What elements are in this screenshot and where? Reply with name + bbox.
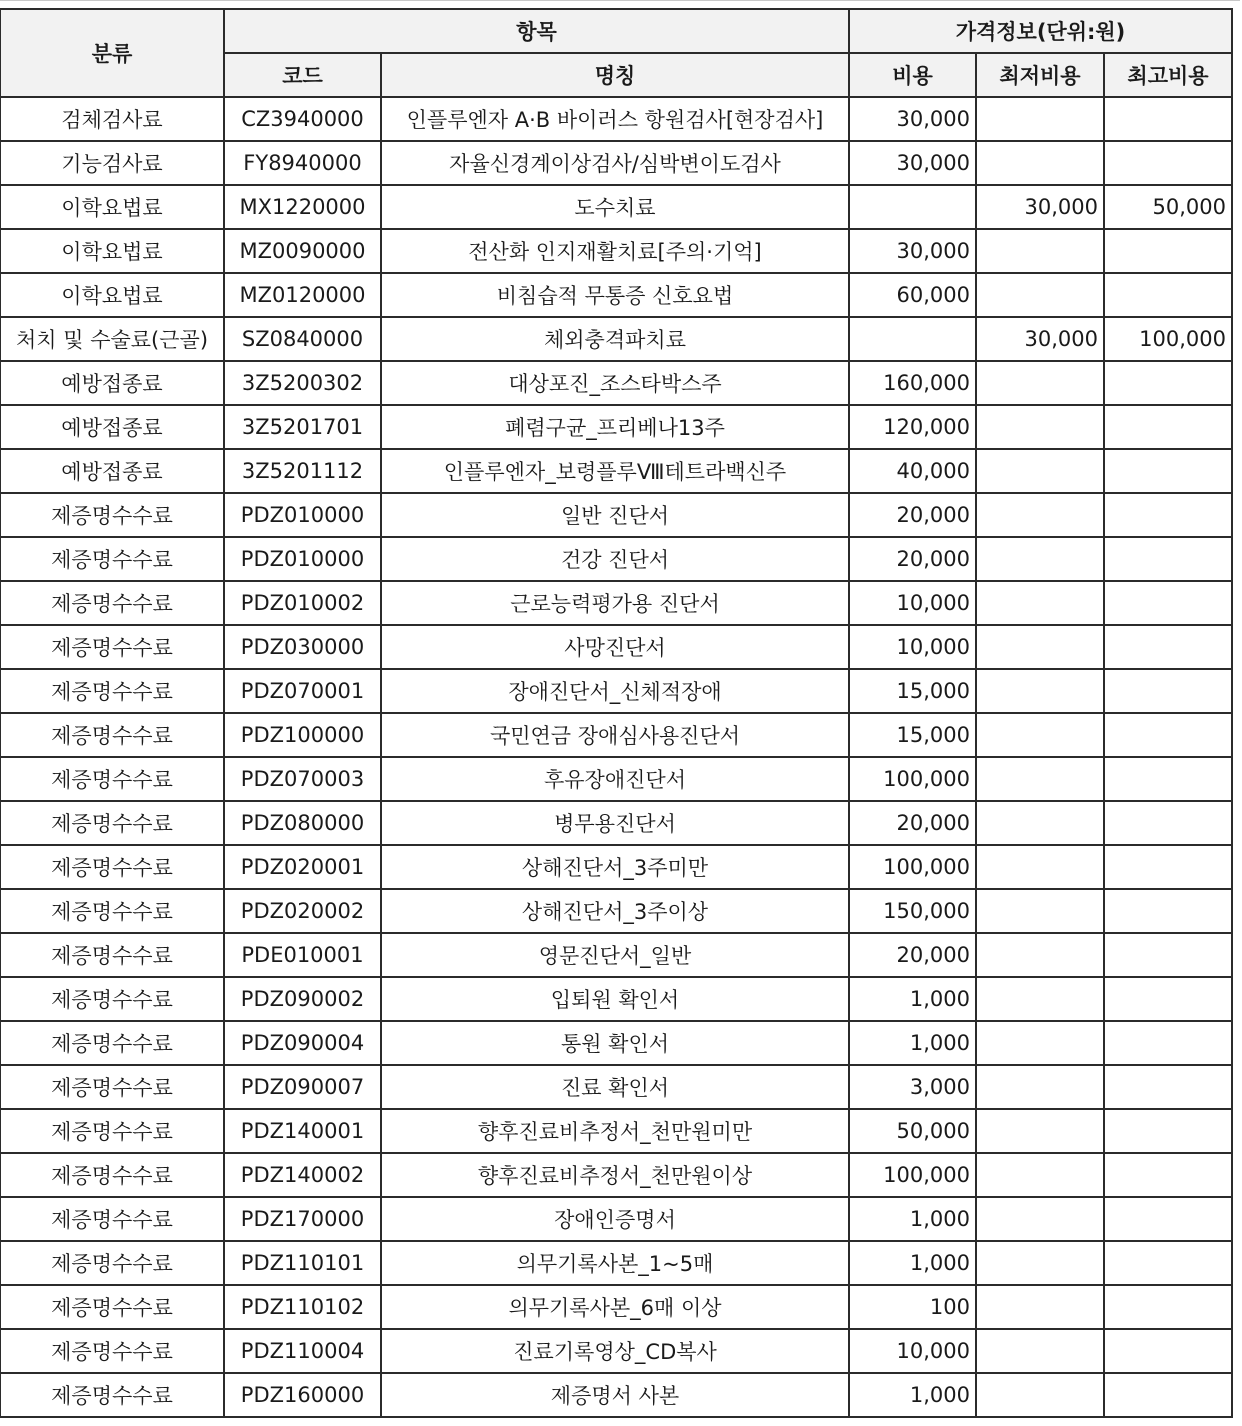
cell-min-cost: 30,000 xyxy=(976,185,1104,229)
cell-category: 검체검사료 xyxy=(0,97,224,141)
cell-cost: 20,000 xyxy=(849,933,976,977)
cell-code: 3Z5200302 xyxy=(224,361,381,405)
cell-max-cost xyxy=(1104,669,1232,713)
header-min-cost: 최저비용 xyxy=(976,53,1104,97)
cell-max-cost xyxy=(1104,493,1232,537)
cell-max-cost xyxy=(1104,537,1232,581)
cell-max-cost xyxy=(1104,625,1232,669)
cell-code: 3Z5201701 xyxy=(224,405,381,449)
cell-cost: 1,000 xyxy=(849,1021,976,1065)
cell-max-cost: 50,000 xyxy=(1104,185,1232,229)
cell-code: PDZ140002 xyxy=(224,1153,381,1197)
header-max-cost: 최고비용 xyxy=(1104,53,1232,97)
cell-min-cost xyxy=(976,1109,1104,1153)
cell-code: PDZ020001 xyxy=(224,845,381,889)
table-row xyxy=(0,757,1232,801)
cell-name: 인플루엔자 A·B 바이러스 항원검사[현장검사] xyxy=(381,97,849,141)
table-row xyxy=(0,933,1232,977)
cell-code: MZ0120000 xyxy=(224,273,381,317)
table-row xyxy=(0,845,1232,889)
cell-cost: 3,000 xyxy=(849,1065,976,1109)
table-row xyxy=(0,1285,1232,1329)
cell-cost: 1,000 xyxy=(849,1241,976,1285)
cell-max-cost xyxy=(1104,845,1232,889)
cell-min-cost xyxy=(976,1241,1104,1285)
cell-name: 장애진단서_신체적장애 xyxy=(381,669,849,713)
cell-max-cost xyxy=(1104,273,1232,317)
cell-code: PDZ090007 xyxy=(224,1065,381,1109)
cell-name: 자율신경계이상검사/심박변이도검사 xyxy=(381,141,849,185)
cell-category: 제증명수수료 xyxy=(0,1285,224,1329)
cell-min-cost xyxy=(976,801,1104,845)
cell-name: 향후진료비추정서_천만원미만 xyxy=(381,1109,849,1153)
table-row xyxy=(0,669,1232,713)
cell-cost xyxy=(849,317,976,361)
cell-name: 의무기록사본_1~5매 xyxy=(381,1241,849,1285)
cell-name: 인플루엔자_보령플루Ⅷ테트라백신주 xyxy=(381,449,849,493)
table-row xyxy=(0,449,1232,493)
cell-max-cost xyxy=(1104,977,1232,1021)
cell-code: PDZ090004 xyxy=(224,1021,381,1065)
table-row xyxy=(0,97,1232,141)
cell-category: 이학요법료 xyxy=(0,273,224,317)
cell-cost: 60,000 xyxy=(849,273,976,317)
header-code: 코드 xyxy=(224,53,381,97)
cell-name: 진료 확인서 xyxy=(381,1065,849,1109)
cell-category: 제증명수수료 xyxy=(0,1373,224,1417)
cell-code: PDZ070001 xyxy=(224,669,381,713)
cell-max-cost xyxy=(1104,97,1232,141)
cell-min-cost xyxy=(976,273,1104,317)
cell-code: PDZ010000 xyxy=(224,493,381,537)
cell-name: 대상포진_조스타박스주 xyxy=(381,361,849,405)
cell-category: 제증명수수료 xyxy=(0,801,224,845)
cell-name: 폐렴구균_프리베나13주 xyxy=(381,405,849,449)
cell-max-cost xyxy=(1104,1241,1232,1285)
cell-name: 병무용진단서 xyxy=(381,801,849,845)
cell-cost: 10,000 xyxy=(849,1329,976,1373)
header-price-group: 가격정보(단위:원) xyxy=(849,9,1232,53)
table-row xyxy=(0,581,1232,625)
cell-code: PDZ010000 xyxy=(224,537,381,581)
cell-min-cost xyxy=(976,97,1104,141)
cell-category: 처치 및 수술료(근골) xyxy=(0,317,224,361)
cell-max-cost xyxy=(1104,713,1232,757)
cell-max-cost xyxy=(1104,1373,1232,1417)
cell-max-cost xyxy=(1104,757,1232,801)
cell-min-cost xyxy=(976,757,1104,801)
table-row xyxy=(0,537,1232,581)
cell-min-cost xyxy=(976,1065,1104,1109)
cell-cost: 160,000 xyxy=(849,361,976,405)
table-row xyxy=(0,1021,1232,1065)
cell-name: 국민연금 장애심사용진단서 xyxy=(381,713,849,757)
cell-cost xyxy=(849,185,976,229)
cell-category: 제증명수수료 xyxy=(0,977,224,1021)
cell-max-cost xyxy=(1104,1285,1232,1329)
cell-min-cost xyxy=(976,1021,1104,1065)
cell-max-cost xyxy=(1104,1329,1232,1373)
cell-max-cost xyxy=(1104,801,1232,845)
cell-max-cost xyxy=(1104,405,1232,449)
cell-code: PDZ070003 xyxy=(224,757,381,801)
cell-min-cost xyxy=(976,581,1104,625)
cell-name: 건강 진단서 xyxy=(381,537,849,581)
cell-cost: 30,000 xyxy=(849,229,976,273)
cell-code: CZ3940000 xyxy=(224,97,381,141)
cell-code: PDZ170000 xyxy=(224,1197,381,1241)
cell-max-cost xyxy=(1104,449,1232,493)
cell-category: 제증명수수료 xyxy=(0,1109,224,1153)
cell-cost: 30,000 xyxy=(849,141,976,185)
cell-max-cost xyxy=(1104,1021,1232,1065)
cell-category: 제증명수수료 xyxy=(0,713,224,757)
cell-min-cost xyxy=(976,933,1104,977)
table-row xyxy=(0,801,1232,845)
cell-min-cost xyxy=(976,977,1104,1021)
cell-min-cost: 30,000 xyxy=(976,317,1104,361)
cell-max-cost xyxy=(1104,933,1232,977)
cell-name: 통원 확인서 xyxy=(381,1021,849,1065)
cell-category: 제증명수수료 xyxy=(0,669,224,713)
header-name: 명칭 xyxy=(381,53,849,97)
cell-category: 제증명수수료 xyxy=(0,1241,224,1285)
fee-table xyxy=(0,8,1233,1418)
cell-name: 상해진단서_3주이상 xyxy=(381,889,849,933)
table-row xyxy=(0,1109,1232,1153)
cell-code: 3Z5201112 xyxy=(224,449,381,493)
table-row xyxy=(0,977,1232,1021)
cell-max-cost xyxy=(1104,1109,1232,1153)
table-row xyxy=(0,361,1232,405)
cell-category: 예방접종료 xyxy=(0,361,224,405)
cell-cost: 100,000 xyxy=(849,1153,976,1197)
cell-cost: 1,000 xyxy=(849,1197,976,1241)
table-row xyxy=(0,713,1232,757)
cell-cost: 150,000 xyxy=(849,889,976,933)
cell-min-cost xyxy=(976,889,1104,933)
cell-category: 제증명수수료 xyxy=(0,845,224,889)
cell-cost: 120,000 xyxy=(849,405,976,449)
table-row xyxy=(0,1153,1232,1197)
cell-cost: 10,000 xyxy=(849,625,976,669)
cell-name: 전산화 인지재활치료[주의·기억] xyxy=(381,229,849,273)
cell-category: 예방접종료 xyxy=(0,449,224,493)
cell-name: 제증명서 사본 xyxy=(381,1373,849,1417)
cell-name: 일반 진단서 xyxy=(381,493,849,537)
table-row xyxy=(0,273,1232,317)
cell-cost: 100,000 xyxy=(849,845,976,889)
cell-name: 근로능력평가용 진단서 xyxy=(381,581,849,625)
cell-min-cost xyxy=(976,1153,1104,1197)
table-row xyxy=(0,493,1232,537)
cell-min-cost xyxy=(976,669,1104,713)
cell-category: 제증명수수료 xyxy=(0,889,224,933)
cell-min-cost xyxy=(976,405,1104,449)
cell-category: 제증명수수료 xyxy=(0,493,224,537)
cell-cost: 15,000 xyxy=(849,669,976,713)
cell-code: PDZ140001 xyxy=(224,1109,381,1153)
cell-category: 제증명수수료 xyxy=(0,581,224,625)
cell-name: 입퇴원 확인서 xyxy=(381,977,849,1021)
cell-max-cost xyxy=(1104,581,1232,625)
cell-cost: 20,000 xyxy=(849,537,976,581)
table-row xyxy=(0,185,1232,229)
cell-name: 의무기록사본_6매 이상 xyxy=(381,1285,849,1329)
cell-name: 영문진단서_일반 xyxy=(381,933,849,977)
cell-min-cost xyxy=(976,229,1104,273)
cell-name: 후유장애진단서 xyxy=(381,757,849,801)
cell-category: 제증명수수료 xyxy=(0,1153,224,1197)
cell-max-cost xyxy=(1104,1153,1232,1197)
header-item-group: 항목 xyxy=(224,9,849,53)
cell-category: 기능검사료 xyxy=(0,141,224,185)
cell-code: MZ0090000 xyxy=(224,229,381,273)
table-row xyxy=(0,229,1232,273)
cell-min-cost xyxy=(976,1197,1104,1241)
cell-category: 이학요법료 xyxy=(0,185,224,229)
cell-name: 체외충격파치료 xyxy=(381,317,849,361)
cell-cost: 20,000 xyxy=(849,801,976,845)
cell-min-cost xyxy=(976,449,1104,493)
top-gridline xyxy=(0,0,1242,1)
cell-cost: 100,000 xyxy=(849,757,976,801)
cell-name: 비침습적 무통증 신호요법 xyxy=(381,273,849,317)
cell-min-cost xyxy=(976,1373,1104,1417)
cell-min-cost xyxy=(976,845,1104,889)
cell-cost: 15,000 xyxy=(849,713,976,757)
cell-name: 장애인증명서 xyxy=(381,1197,849,1241)
cell-min-cost xyxy=(976,625,1104,669)
cell-max-cost xyxy=(1104,361,1232,405)
cell-min-cost xyxy=(976,537,1104,581)
cell-min-cost xyxy=(976,361,1104,405)
cell-code: PDZ160000 xyxy=(224,1373,381,1417)
cell-max-cost: 100,000 xyxy=(1104,317,1232,361)
table-body xyxy=(0,97,1232,1417)
cell-code: SZ0840000 xyxy=(224,317,381,361)
table-row xyxy=(0,141,1232,185)
cell-cost: 1,000 xyxy=(849,1373,976,1417)
table-row xyxy=(0,1373,1232,1417)
cell-cost: 40,000 xyxy=(849,449,976,493)
table-row xyxy=(0,1329,1232,1373)
cell-cost: 100 xyxy=(849,1285,976,1329)
cell-cost: 20,000 xyxy=(849,493,976,537)
table-row xyxy=(0,317,1232,361)
cell-category: 제증명수수료 xyxy=(0,1329,224,1373)
table-header xyxy=(0,9,1232,97)
cell-category: 예방접종료 xyxy=(0,405,224,449)
cell-category: 이학요법료 xyxy=(0,229,224,273)
cell-code: PDZ110101 xyxy=(224,1241,381,1285)
cell-max-cost xyxy=(1104,889,1232,933)
cell-max-cost xyxy=(1104,141,1232,185)
table-row xyxy=(0,625,1232,669)
cell-cost: 30,000 xyxy=(849,97,976,141)
table-row xyxy=(0,1065,1232,1109)
cell-cost: 10,000 xyxy=(849,581,976,625)
cell-min-cost xyxy=(976,493,1104,537)
table-row xyxy=(0,1241,1232,1285)
cell-min-cost xyxy=(976,713,1104,757)
cell-name: 상해진단서_3주미만 xyxy=(381,845,849,889)
cell-name: 사망진단서 xyxy=(381,625,849,669)
cell-category: 제증명수수료 xyxy=(0,757,224,801)
cell-max-cost xyxy=(1104,1197,1232,1241)
header-cost: 비용 xyxy=(849,53,976,97)
cell-category: 제증명수수료 xyxy=(0,537,224,581)
cell-code: FY8940000 xyxy=(224,141,381,185)
cell-category: 제증명수수료 xyxy=(0,933,224,977)
cell-code: PDE010001 xyxy=(224,933,381,977)
cell-min-cost xyxy=(976,1329,1104,1373)
cell-min-cost xyxy=(976,141,1104,185)
table-row xyxy=(0,405,1232,449)
cell-code: PDZ080000 xyxy=(224,801,381,845)
cell-category: 제증명수수료 xyxy=(0,1021,224,1065)
table-row xyxy=(0,1197,1232,1241)
cell-name: 향후진료비추정서_천만원이상 xyxy=(381,1153,849,1197)
cell-cost: 50,000 xyxy=(849,1109,976,1153)
cell-category: 제증명수수료 xyxy=(0,1197,224,1241)
cell-max-cost xyxy=(1104,229,1232,273)
cell-code: PDZ110102 xyxy=(224,1285,381,1329)
table-row xyxy=(0,889,1232,933)
header-category: 분류 xyxy=(0,9,224,97)
cell-name: 도수치료 xyxy=(381,185,849,229)
cell-code: PDZ020002 xyxy=(224,889,381,933)
cell-category: 제증명수수료 xyxy=(0,1065,224,1109)
cell-code: PDZ010002 xyxy=(224,581,381,625)
cell-max-cost xyxy=(1104,1065,1232,1109)
cell-code: PDZ110004 xyxy=(224,1329,381,1373)
cell-cost: 1,000 xyxy=(849,977,976,1021)
cell-code: PDZ030000 xyxy=(224,625,381,669)
cell-name: 진료기록영상_CD복사 xyxy=(381,1329,849,1373)
cell-code: PDZ100000 xyxy=(224,713,381,757)
cell-min-cost xyxy=(976,1285,1104,1329)
cell-code: PDZ090002 xyxy=(224,977,381,1021)
cell-category: 제증명수수료 xyxy=(0,625,224,669)
cell-code: MX1220000 xyxy=(224,185,381,229)
